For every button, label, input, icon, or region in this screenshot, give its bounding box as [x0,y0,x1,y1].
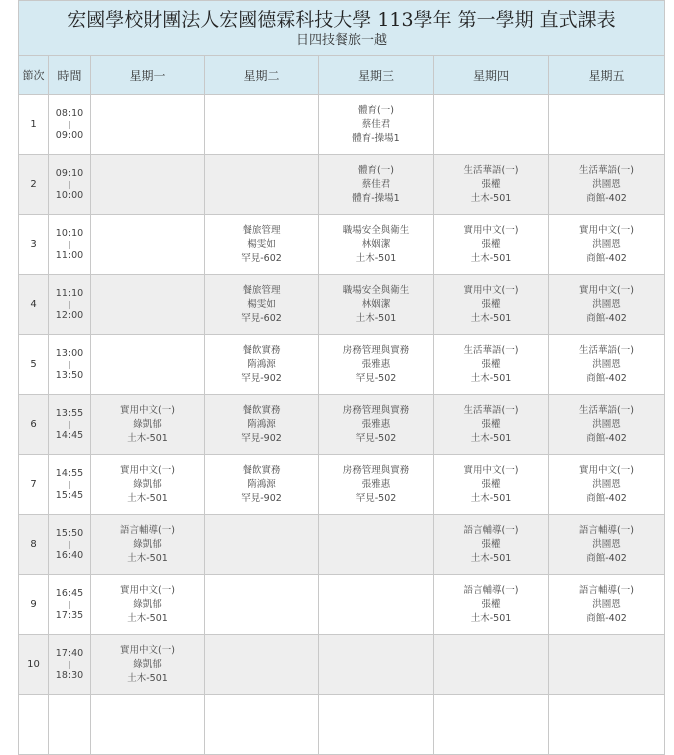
course-teacher: 綠凱郁 [133,658,162,670]
course-cell-tuesday [205,155,319,215]
course-cell-friday [549,635,665,695]
time-range [49,395,91,455]
course-room: 土木-501 [355,252,397,264]
course-name: 體育(一) [358,164,394,176]
course-name: 房務管理與實務 [342,344,410,356]
course-room: 商館-402 [586,552,627,564]
course-name: 餐飲實務 [242,464,281,476]
time-end: 11:00 [55,249,84,261]
course-room: 商館-402 [586,252,627,264]
time-end: 12:00 [55,309,84,321]
course-name: 餐旅管理 [242,224,281,236]
course-cell-thursday [434,95,549,155]
course-cell-monday [91,635,205,695]
course-name: 生活華語(一) [579,404,634,416]
course-room: 罕見-602 [241,312,282,324]
course-cell-wednesday [319,155,434,215]
course-cell-tuesday [205,275,319,335]
table-row [19,575,665,635]
course-room: 罕見-902 [241,372,282,384]
course-room: 土木-501 [470,192,512,204]
title-banner [19,1,665,56]
course-room: 罕見-502 [355,492,397,504]
time-range [49,335,91,395]
course-room: 商館-402 [586,432,627,444]
course-teacher: 綠凱郁 [133,478,162,490]
course-name: 語言輔導(一) [120,524,175,536]
course-cell-wednesday [319,95,434,155]
course-cell-monday [91,455,205,515]
course-teacher: 洪園恩 [592,598,621,610]
course-room: 土木-501 [127,612,168,624]
course-teacher: 張權 [481,478,501,490]
table-row [19,95,665,155]
time-start: 13:55 [55,407,84,419]
course-name: 實用中文(一) [579,284,634,296]
period-number: 7 [19,455,49,515]
course-name: 房務管理與實務 [342,404,410,416]
course-cell-monday [91,335,205,395]
course-cell-thursday [434,695,549,755]
course-name: 餐飲實務 [242,344,281,356]
time-start: 16:45 [55,587,84,599]
course-teacher: 楊雯如 [247,298,276,310]
course-name: 生活華語(一) [579,164,634,176]
course-cell-monday [91,575,205,635]
time-separator: | [68,179,71,189]
time-separator: | [68,599,71,609]
course-name: 職場安全與衛生 [342,224,410,236]
time-start: 13:00 [55,347,84,359]
course-teacher: 張權 [481,418,501,430]
table-row [19,635,665,695]
course-name: 餐飲實務 [242,404,281,416]
course-teacher: 洪園恩 [592,478,621,490]
time-end: 15:45 [55,489,84,501]
time-end: 18:30 [55,669,84,681]
course-name: 生活華語(一) [463,404,519,416]
course-cell-wednesday [319,515,434,575]
course-cell-tuesday [205,395,319,455]
table-row [19,275,665,335]
table-row [19,455,665,515]
course-cell-friday [549,335,665,395]
column-header-thursday: 星期四 [434,56,549,95]
course-cell-thursday [434,575,549,635]
course-cell-friday [549,455,665,515]
time-end: 09:00 [55,129,84,141]
column-header-row [19,56,665,95]
time-range [49,695,91,755]
course-teacher: 隋鴻源 [247,418,276,430]
course-room: 罕見-602 [241,252,282,264]
course-teacher: 林姻潔 [361,238,391,250]
course-cell-thursday [434,455,549,515]
time-end: 14:45 [55,429,84,441]
course-teacher: 洪園恩 [592,178,621,190]
course-name: 餐旅管理 [242,284,281,296]
course-name: 房務管理與實務 [342,464,410,476]
course-room: 土木-501 [127,672,168,684]
course-cell-wednesday [319,335,434,395]
time-end: 13:50 [55,369,84,381]
period-number [19,695,49,755]
period-number: 5 [19,335,49,395]
course-room: 土木-501 [470,312,512,324]
course-teacher: 綠凱郁 [133,598,162,610]
course-cell-monday [91,275,205,335]
course-cell-wednesday [319,635,434,695]
time-separator: | [68,359,71,369]
time-range [49,575,91,635]
course-teacher: 林姻潔 [361,298,391,310]
time-end: 16:40 [55,549,84,561]
course-teacher: 張權 [481,238,501,250]
time-start: 15:50 [55,527,84,539]
course-teacher: 張權 [481,358,501,370]
time-separator: | [68,299,71,309]
course-cell-monday [91,95,205,155]
time-range [49,515,91,575]
time-range [49,455,91,515]
table-row [19,335,665,395]
course-room: 罕見-902 [241,432,282,444]
class-name: 日四技餐旅一越 [295,32,387,48]
course-teacher: 洪園恩 [592,238,621,250]
course-cell-thursday [434,635,549,695]
course-cell-tuesday [205,95,319,155]
course-name: 語言輔導(一) [579,584,634,596]
table-row [19,215,665,275]
course-room: 體育-操場1 [352,132,400,144]
course-name: 實用中文(一) [463,464,519,476]
period-number: 10 [19,635,49,695]
column-header-tuesday: 星期二 [205,56,319,95]
course-name: 職場安全與衛生 [342,284,410,296]
course-cell-tuesday [205,455,319,515]
course-cell-tuesday [205,635,319,695]
course-room: 土木-501 [470,432,512,444]
course-teacher: 張權 [481,298,501,310]
course-name: 實用中文(一) [120,464,175,476]
course-cell-wednesday [319,455,434,515]
course-name: 生活華語(一) [579,344,634,356]
table-row [19,515,665,575]
course-cell-monday [91,215,205,275]
course-teacher: 張雅惠 [361,418,391,430]
table-row [19,695,665,755]
time-range [49,95,91,155]
course-cell-friday [549,275,665,335]
course-cell-wednesday [319,395,434,455]
course-cell-tuesday [205,215,319,275]
course-room: 罕見-502 [355,372,397,384]
course-room: 土木-501 [470,552,512,564]
time-end: 10:00 [55,189,84,201]
period-number: 8 [19,515,49,575]
course-teacher: 隋鴻源 [247,358,276,370]
course-name: 實用中文(一) [463,284,519,296]
course-teacher: 蔡佳君 [361,178,391,190]
time-separator: | [68,239,71,249]
course-cell-thursday [434,335,549,395]
period-number: 1 [19,95,49,155]
course-name: 實用中文(一) [120,584,175,596]
course-teacher: 洪園恩 [592,418,621,430]
course-room: 土木-501 [470,492,512,504]
period-number: 6 [19,395,49,455]
course-room: 商館-402 [586,492,627,504]
course-room: 土木-501 [470,252,512,264]
course-teacher: 洪園恩 [592,358,621,370]
course-cell-thursday [434,275,549,335]
course-name: 實用中文(一) [579,464,634,476]
time-start: 08:10 [55,107,84,119]
course-room: 土木-501 [127,432,168,444]
column-header-period: 節次 [19,56,49,95]
course-cell-wednesday [319,275,434,335]
course-room: 商館-402 [586,612,627,624]
timetable-body [19,95,665,755]
column-header-time: 時間 [49,56,91,95]
course-cell-wednesday [319,575,434,635]
course-teacher: 張權 [481,538,501,550]
course-teacher: 綠凱郁 [133,418,162,430]
course-cell-thursday [434,155,549,215]
course-cell-tuesday [205,515,319,575]
course-cell-wednesday [319,695,434,755]
course-cell-thursday [434,395,549,455]
course-name: 生活華語(一) [463,164,519,176]
course-room: 商館-402 [586,372,627,384]
course-room: 商館-402 [586,192,627,204]
course-cell-friday [549,215,665,275]
time-separator: | [68,119,71,129]
column-header-wednesday: 星期三 [319,56,434,95]
course-room: 罕見-502 [355,432,397,444]
course-room: 商館-402 [586,312,627,324]
table-row [19,155,665,215]
course-teacher: 隋鴻源 [247,478,276,490]
period-number: 3 [19,215,49,275]
course-room: 土木-501 [470,372,512,384]
course-name: 實用中文(一) [120,644,175,656]
page-title: 宏國學校財團法人宏國德霖科技大學 113學年 第一學期 直式課表 [67,8,616,31]
time-start: 11:10 [55,287,84,299]
course-cell-friday [549,395,665,455]
course-cell-friday [549,695,665,755]
column-header-monday: 星期一 [91,56,205,95]
course-room: 土木-501 [470,612,512,624]
course-name: 實用中文(一) [579,224,634,236]
course-cell-friday [549,575,665,635]
time-range [49,155,91,215]
column-header-friday: 星期五 [549,56,665,95]
course-room: 土木-501 [127,492,168,504]
time-start: 10:10 [55,227,84,239]
time-separator: | [68,539,71,549]
course-cell-friday [549,95,665,155]
time-start: 09:10 [55,167,84,179]
course-room: 土木-501 [355,312,397,324]
timetable [18,0,665,755]
course-teacher: 綠凱郁 [133,538,162,550]
time-range [49,635,91,695]
course-teacher: 洪園恩 [592,298,621,310]
time-separator: | [68,659,71,669]
time-range [49,275,91,335]
course-teacher: 張權 [481,598,501,610]
period-number: 4 [19,275,49,335]
course-cell-thursday [434,215,549,275]
time-end: 17:35 [55,609,84,621]
time-start: 17:40 [55,647,84,659]
period-number: 2 [19,155,49,215]
time-separator: | [68,419,71,429]
course-cell-monday [91,395,205,455]
course-teacher: 洪園恩 [592,538,621,550]
course-cell-monday [91,695,205,755]
course-teacher: 張雅惠 [361,478,391,490]
course-name: 實用中文(一) [120,404,175,416]
table-row [19,395,665,455]
period-number: 9 [19,575,49,635]
course-cell-thursday [434,515,549,575]
course-name: 實用中文(一) [463,224,519,236]
course-cell-tuesday [205,335,319,395]
course-teacher: 蔡佳君 [361,118,391,130]
course-room: 體育-操場1 [352,192,400,204]
time-separator: | [68,479,71,489]
course-cell-monday [91,515,205,575]
course-teacher: 楊雯如 [247,238,276,250]
course-cell-friday [549,515,665,575]
course-name: 生活華語(一) [463,344,519,356]
course-name: 語言輔導(一) [463,584,519,596]
course-cell-friday [549,155,665,215]
course-cell-monday [91,155,205,215]
course-name: 體育(一) [358,104,394,116]
course-cell-wednesday [319,215,434,275]
course-teacher: 張權 [481,178,501,190]
time-start: 14:55 [55,467,84,479]
course-room: 土木-501 [127,552,168,564]
course-name: 語言輔導(一) [463,524,519,536]
time-range [49,215,91,275]
course-teacher: 張雅惠 [361,358,391,370]
course-room: 罕見-902 [241,492,282,504]
course-cell-tuesday [205,695,319,755]
course-cell-tuesday [205,575,319,635]
course-name: 語言輔導(一) [579,524,634,536]
